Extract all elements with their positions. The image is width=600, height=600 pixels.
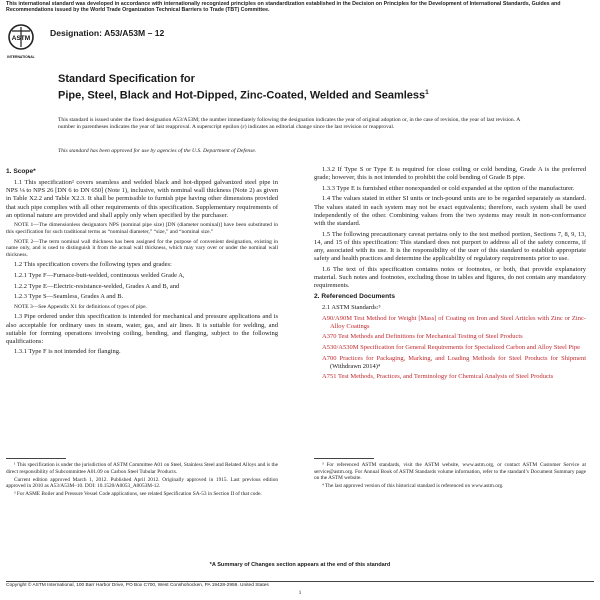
astm-standards-label: 2.1 ASTM Standards:³ [322,303,381,311]
ref-item[interactable] [322,355,586,371]
ref-title[interactable]: Practices for Packaging, Marking, and Loading Methods for Steel Products for Shipment [339,354,586,362]
footnote: Current edition approved March 1, 2012. Published April 2012. Originally approved in 1915. Last previous edition approved in 2010 as A53/A53M–10. DOI: 10.1520/A0053_A0053M-12. [6,476,278,489]
referenced-documents-heading: 2. Referenced Documents [314,292,395,300]
para-1-6: 1.6 The text of this specification contains notes or footnotes, or both, that provide explanatory material. Such notes and footnotes, excluding those in tables and figures, do not contain any mandatory requirements. [314,265,586,290]
summary-of-changes-note: *A Summary of Changes section appears at the end of this standard [209,562,391,568]
title-line1: Standard Specification for [58,73,195,85]
ref-title[interactable]: Test Method for Weight [Mass] of Coating on Iron and Steel Articles with Zinc or Zinc-Alloy Coatings [330,314,587,330]
designation: Designation: A53/A53M – 12 [50,28,165,38]
ref-code[interactable]: A700 [322,354,337,362]
para-1-3-3: 1.3.3 Type E is furnished either nonexpanded or cold expanded at the option of the manufacturer. [322,184,575,192]
page-number: 1 [298,590,302,596]
title-main: Pipe, Steel, Black and Hot-Dipped, Zinc-Coated, Welded and Seamless [58,89,426,102]
left-column [6,166,278,359]
footnote-divider-right [314,458,374,459]
title-line2 [58,86,538,103]
footnote: ⁴ The last approved version of this historical standard is referenced on www.astm.org. [322,483,504,489]
ref-title[interactable]: Test Methods and Definitions for Mechanical Testing of Steel Products [337,333,523,341]
ref-item[interactable] [322,373,586,381]
logo-subtext: INTERNATIONAL [7,55,35,59]
copyright-line: Copyright © ASTM International, 100 Barr Harbor Drive, PO Box C700, West Conshohocken, PA 19428-2959. United States [6,581,594,588]
para-1-3: 1.3 Pipe ordered under this specification is intended for mechanical and pressure applications and is also acceptable for ordinary uses in steam, water, gas, and air lines. It is suitable for welding, and suitable for forming operations involving coiling, bending, and flanging, subject to the following qualifications: [6,313,278,345]
ref-title[interactable]: Test Methods, Practices, and Terminology for Chemical Analysis of Steel Products [337,373,554,381]
footnote: ³ For referenced ASTM standards, visit the ASTM website, www.astm.org, or contact ASTM Customer Service at service@astm.org. For Annual Book of ASTM Standards volume information, refer to the standard’s Document Summary page on the ASTM website. [314,462,586,481]
ref-code[interactable]: A370 [322,333,337,341]
astm-logo-icon [6,23,36,61]
para-1-3-1: 1.3.1 Type F is not intended for flanging. [14,348,121,356]
note-1: NOTE 1—The dimensionless designators NPS (nominal pipe size) [DN (diameter nominal)] have been substituted in this specification for such traditional terms as “nominal diameter,” “size,” and “nominal size.” [6,222,278,236]
ref-suffix: (Withdrawn 2014)⁴ [330,362,381,370]
ref-code[interactable]: A751 [322,373,337,381]
note-3: NOTE 3—See Appendix X1 for definitions of types of pipe. [14,304,147,311]
para-1-2-3: 1.2.3 Type S—Seamless, Grades A and B. [14,293,124,301]
issued-statement: This standard is issued under the fixed designation A53/A53M; the number immediately following the designation indicates the year of original adoption or, in the case of revision, the year of last revision. A number in parentheses indicates the year of last reapproval. A superscript epsilon (ε) indicates an editorial change since the last revision or reapproval. [58,117,520,131]
para-1-2-1: 1.2.1 Type F—Furnace-butt-welded, continuous welded Grade A, [14,272,185,280]
ref-item[interactable] [322,315,586,331]
right-column [314,166,586,384]
title-block [58,72,538,103]
para-1-4: 1.4 The values stated in either SI units or inch-pound units are to be regarded separately as standard. The values stated in each system may not be exact equivalents; therefore, each system shall be used independently of the other. Combining values from the two systems may result in non-conformance with the standard. [314,195,586,227]
scope-heading: 1. Scope* [6,168,36,175]
ref-item[interactable] [322,344,586,352]
para-1-2-2: 1.2.2 Type E—Electric-resistance-welded, Grades A and B, and [14,282,180,290]
footnotes-right [314,462,586,491]
para-1-5: 1.5 The following precautionary caveat pertains only to the test method portion, Sections 7, 8, 9, 13, 14, and 15 of this specification: This standard does not purport to address all of the safety concerns, if any, associated with its use. It is the responsibility of the user of this standard to establish appropriate safety and health practices and determine the applicability of regulatory requirements prior to use. [314,230,586,263]
ref-code[interactable]: A530/A530M [322,343,359,351]
top-note: This international standard was developed in accordance with internationally recognized principles on standardization established in the Decision on Principles for the Development of International Standards, Guides and Recommendations issued by the World Trade Organization Technical Barriers to Trade (TBT) Committee. [6,1,561,14]
approved-statement: This standard has been approved for use by agencies of the U.S. Department of Defense. [58,148,257,154]
para-1-2: 1.2 This specification covers the following types and grades: [14,261,172,269]
ref-code[interactable]: A90/A90M [322,314,352,322]
footnotes-left [6,462,278,499]
para-1-3-2: 1.3.2 If Type S or Type E is required for close coiling or cold bending, Grade A is the preferred grade; however, this is not intended to prohibit the cold bending of Grade B pipe. [314,166,586,182]
logo-text: ASTM [11,35,31,42]
footnote: ¹ This specification is under the jurisdiction of ASTM Committee A01 on Steel, Stainless Steel and Related Alloys and is the direct responsibility of Subcommittee A01.09 on Carbon Steel Tubular Products. [6,462,278,475]
footnote-divider-left [6,458,66,459]
note-2: NOTE 2—The term nominal wall thickness has been assigned for the purpose of convenient designation, existing in name only, and is used to distinguish it from the actual wall thickness, which may vary over or under the nominal wall thickness. [6,238,278,259]
title-footnote-mark: 1 [425,89,429,96]
footnote: ² For ASME Boiler and Pressure Vessel Code applications, see related Specification SA-53 in Section II of that code. [14,491,262,497]
ref-title[interactable]: Specification for General Requirements for Specialized Carbon and Alloy Steel Pipe [360,343,580,351]
para-1-1: 1.1 This specification² covers seamless and welded black and hot-dipped galvanized steel pipe in NPS ⅛ to NPS 26 [DN 6 to DN 650] (Note 1), inclusive, with nominal wall thickness (Note 2) as given in Table X2.2 and Table X2.3. It shall be permissible to furnish pipe having other dimensions provided that such pipe complies with all other requirements of this specification. Supplementary requirements of an optional nature are provided and shall apply only when specified by the purchaser. [6,179,278,219]
ref-item[interactable] [322,333,586,341]
